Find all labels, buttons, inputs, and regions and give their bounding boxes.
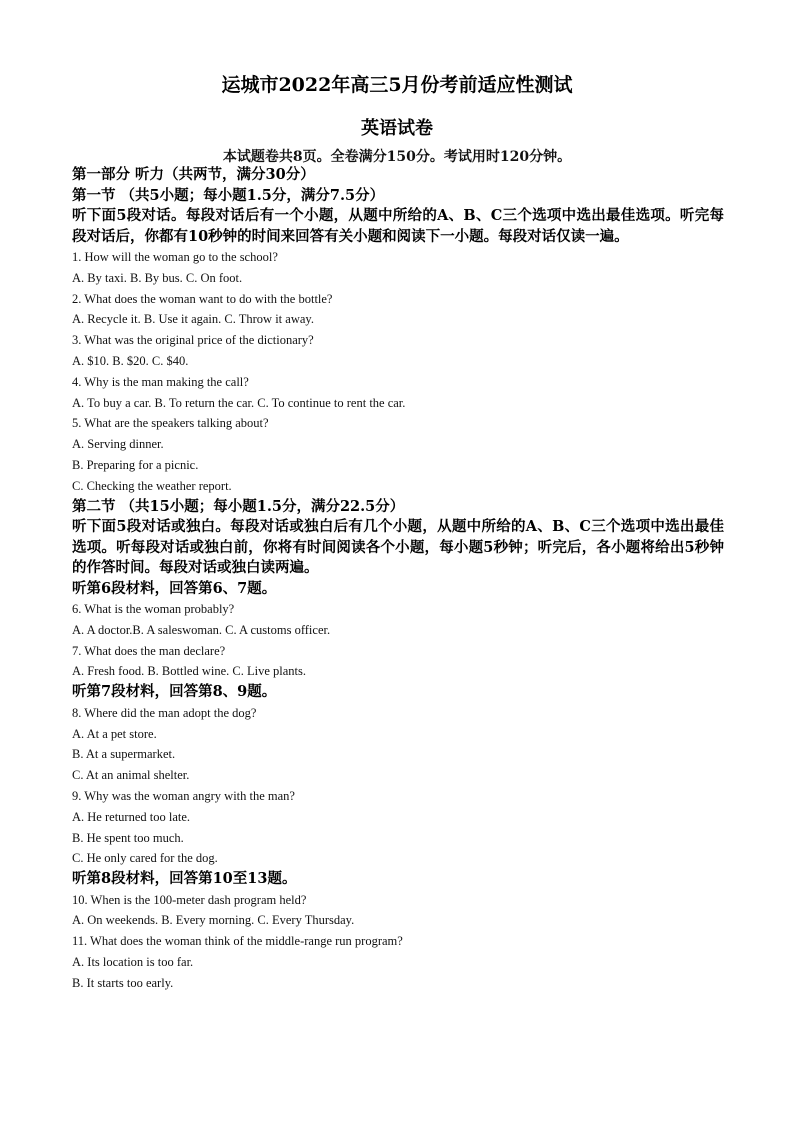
option-line: A. Fresh food. B. Bottled wine. C. Live plants. xyxy=(72,664,307,679)
option-line: A. He returned too late. xyxy=(72,809,191,824)
option-line: B. It starts too early. xyxy=(72,975,174,990)
question-line: 10. When is the 100-meter dash program held? xyxy=(72,892,307,907)
option-line: C. He only cared for the dog. xyxy=(72,851,218,866)
option-line: A. To buy a car. B. To return the car. C. To continue to rent the car. xyxy=(72,395,406,410)
section2-heading: 第二节 （共15小题；每小题1.5分，满分22.5分） xyxy=(72,497,405,515)
group7-heading: 听第7段材料，回答第8、9题。 xyxy=(72,683,277,701)
question-line: 9. Why was the woman angry with the man? xyxy=(72,788,295,803)
exam-subtitle: 英语试卷 xyxy=(361,118,433,139)
question-line: 5. What are the speakers talking about? xyxy=(72,416,269,431)
section1-heading: 第一节 （共5小题；每小题1.5分，满分7.5分） xyxy=(72,186,385,204)
section2-instructions: 听下面5段对话或独白。每段对话或独白后有几个小题，从题中所给的A、B、C三个选项中选出最佳选项。听每段对话或独白前，你将有时间阅读各个小题，每小题5秒钟；听完后，各小题将给出5秒钟的作答时间。每段对话或独白读两遍。 xyxy=(72,518,724,577)
exam-content xyxy=(72,165,724,994)
option-line: A. $10. B. $20. C. $40. xyxy=(72,353,189,368)
question-line: 1. How will the woman go to the school? xyxy=(72,250,278,264)
option-line: A. At a pet store. xyxy=(72,726,157,741)
section1-instructions: 听下面5段对话。每段对话后有一个小题，从题中所给的A、B、C三个选项中选出最佳选项。听完每段对话后，你都有10秒钟的时间来回答有关小题和阅读下一小题。每段对话仅读一遍。 xyxy=(72,207,724,245)
option-line: A. By taxi. B. By bus. C. On foot. xyxy=(72,270,243,285)
option-line: A. On weekends. B. Every morning. C. Every Thursday. xyxy=(72,913,355,928)
option-line: B. He spent too much. xyxy=(72,830,184,845)
group6-heading: 听第6段材料，回答第6、7题。 xyxy=(72,579,277,597)
question-line: 6. What is the woman probably? xyxy=(72,602,235,617)
question-line: 2. What does the woman want to do with the bottle? xyxy=(72,291,333,306)
option-line: A. Recycle it. B. Use it again. C. Throw it away. xyxy=(72,312,314,327)
exam-title: 运城市2022年高三5月份考前适应性测试 xyxy=(221,74,573,96)
option-line: A. A doctor.B. A saleswoman. C. A customs officer. xyxy=(72,622,331,637)
group8-heading: 听第8段材料，回答第10至13题。 xyxy=(72,870,297,888)
part1-heading: 第一部分 听力（共两节，满分30分） xyxy=(72,166,315,183)
option-line: B. At a supermarket. xyxy=(72,747,176,762)
option-line: A. Its location is too far. xyxy=(72,955,194,970)
option-line: A. Serving dinner. xyxy=(72,437,164,452)
option-line: C. Checking the weather report. xyxy=(72,478,232,493)
option-line: C. At an animal shelter. xyxy=(72,768,190,783)
question-line: 7. What does the man declare? xyxy=(72,643,226,658)
question-line: 4. Why is the man making the call? xyxy=(72,374,249,389)
question-line: 3. What was the original price of the dictionary? xyxy=(72,333,314,348)
option-line: B. Preparing for a picnic. xyxy=(72,457,199,472)
question-line: 8. Where did the man adopt the dog? xyxy=(72,705,257,720)
exam-info: 本试题卷共8页。全卷满分150分。考试用时120分钟。 xyxy=(222,149,572,165)
question-line: 11. What does the woman think of the middle-range run program? xyxy=(72,934,403,949)
